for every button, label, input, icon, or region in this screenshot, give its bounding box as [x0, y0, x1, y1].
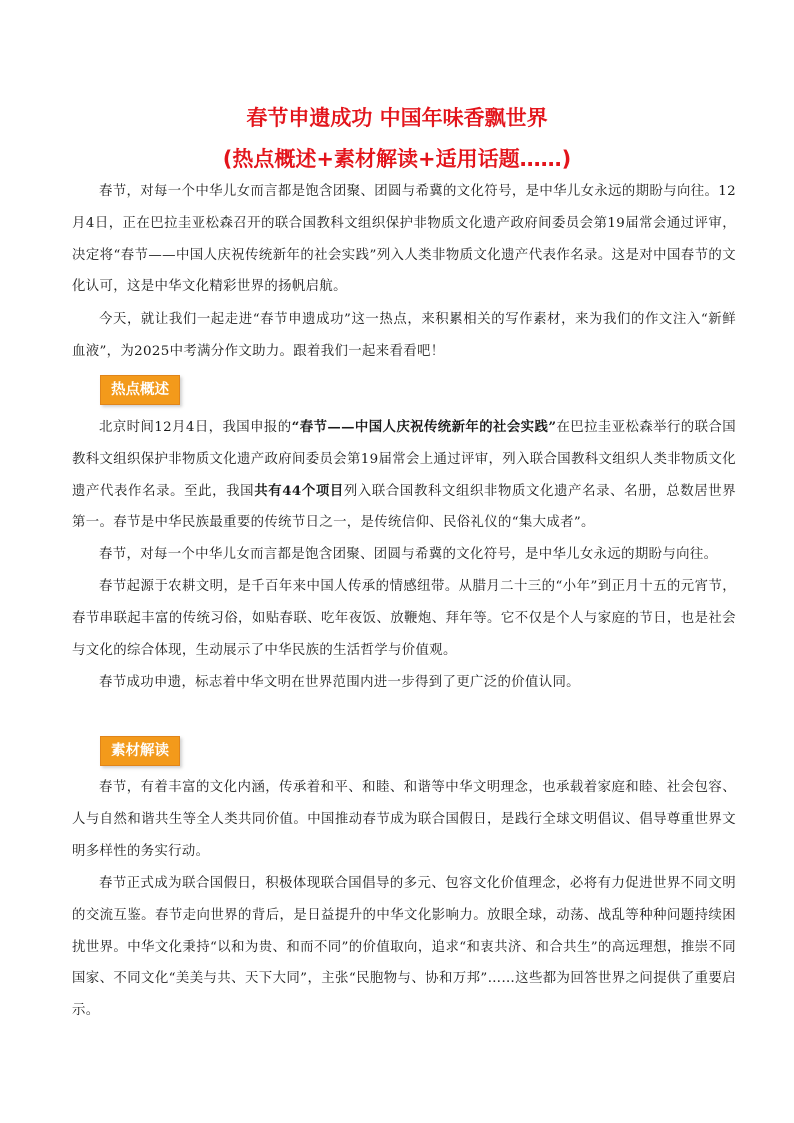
overview-paragraph-3: 春节起源于农耕文明，是千百年来中国人传承的情感纽带。从腊月二十三的“小年”到正月十五的元宵节，春节串联起丰富的传统习俗，如贴春联、吃年夜饭、放鞭炮、拜年等。它不仅是个人与家庭的节日，也是社会与文化的综合体现，生动展示了中华民族的生活哲学与价值观。: [72, 579, 736, 658]
intro-paragraph-2: 今天，就让我们一起走进“春节申遗成功”这一热点，来积累相关的写作素材，来为我们的作文注入“新鲜血液”，为2025中考满分作文助力。跟着我们一起来看看吧！: [72, 312, 736, 359]
overview-bold-project-count: 共有44个项目: [254, 482, 344, 499]
overview-text-a: 北京时间12月4日，我国申报的: [99, 420, 292, 435]
intro-paragraph-1: 春节，对每一个中华儿女而言都是饱含团聚、团圆与希冀的文化符号，是中华儿女永远的期盼与向往。12月4日，正在巴拉圭亚松森召开的联合国教科文组织保护非物质文化遗产政府间委员会第19届常会通过评审，决定将“春节——中国人庆祝传统新年的社会实践”列入人类非物质文化遗产代表作名录。这是对中国春节的文化认可，这是中华文化精彩世界的扬帆启航。: [72, 184, 736, 295]
material-paragraph-1: 春节，有着丰富的文化内涵，传承着和平、和睦、和谐等中华文明理念，也承载着家庭和睦、社会包容、人与自然和谐共生等全人类共同价值。中国推动春节成为联合国假日，是践行全球文明倡议、倡导尊重世界文明多样性的务实行动。: [72, 780, 736, 859]
section-badge-material-interpretation: 素材解读: [100, 736, 180, 766]
overview-paragraph-1: [72, 412, 736, 539]
overview-bold-project-name: “春节——中国人庆祝传统新年的社会实践”: [291, 419, 557, 435]
section-badge-hot-topic-overview: 热点概述: [100, 375, 180, 405]
overview-paragraph-2: 春节，对每一个中华儿女而言都是饱含团聚、团圆与希冀的文化符号，是中华儿女永远的期盼与向往。: [99, 547, 718, 562]
overview-paragraph-4: 春节成功申遗，标志着中华文明在世界范围内进一步得到了更广泛的价值认同。: [99, 675, 580, 690]
overview-text-c: 在巴拉圭亚松森举行的联合国教科文组织保护非物质文化遗产政府间委员会第19届常会上通过评审，列入联合国教科文组织人类非物质文化遗产代表作名录。至此，我国: [72, 420, 736, 499]
overview-text-e: 列入联合国教科文组织非物质文化遗产名录、名册，总数居世界第一。春节是中华民族最重要的传统节日之一，是传统信仰、民俗礼仪的“集大成者”。: [72, 483, 736, 531]
material-paragraph-2: 春节正式成为联合国假日，积极体现联合国倡导的多元、包容文化价值理念，必将有力促进世界不同文明的交流互鉴。春节走向世界的背后，是日益提升的中华文化影响力。放眼全球，动荡、战乱等种种问题持续困扰世界。中华文化秉持“以和为贵、和而不同”的价值取向，追求“和衷共济、和合共生”的高远理想，推崇不同国家、不同文化“美美与共、天下大同”，主张“民胞物与、协和万邦”……这些都为回答世界之问提供了重要启示。: [72, 876, 736, 1019]
document-subtitle: (热点概述+素材解读+适用话题……): [222, 147, 572, 171]
document-title: 春节申遗成功 中国年味香飘世界: [246, 106, 548, 130]
